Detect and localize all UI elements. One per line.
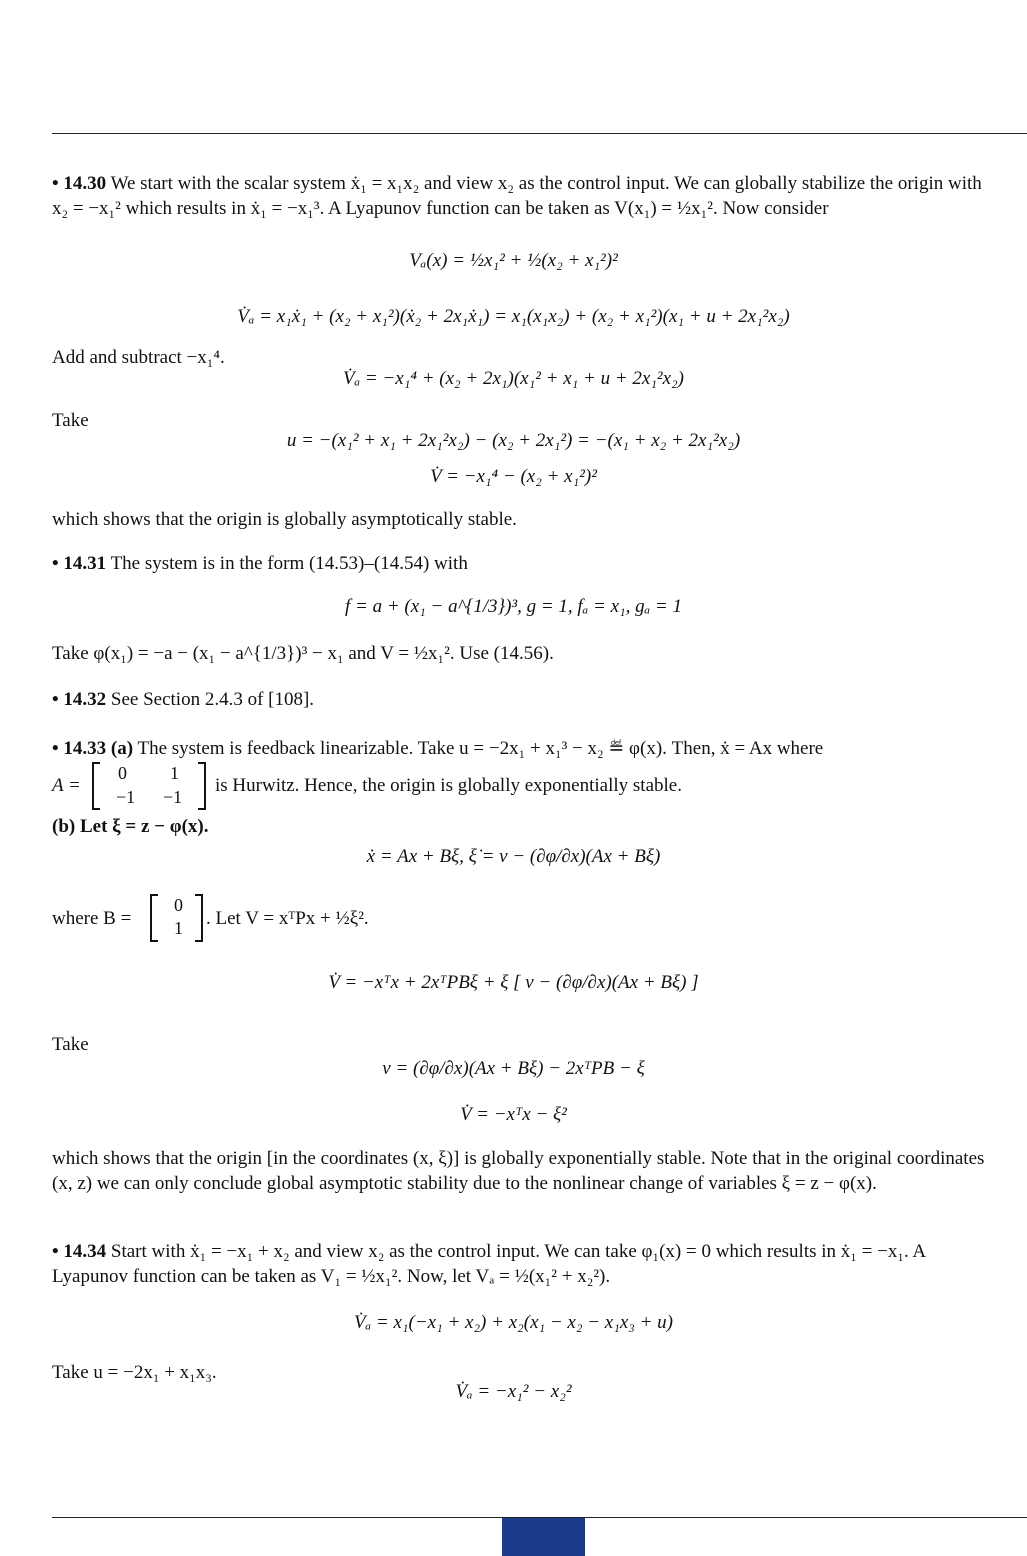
matrix-a-label: A = (52, 775, 81, 796)
problem-14-34-eq2: V̇ₐ = −x₁² − x₂² (455, 1381, 572, 1402)
problem-14-34-take: Take u = −2x₁ + x₁x₃. (52, 1362, 217, 1383)
problem-14-30-addsub: Add and subtract −x₁⁴. (52, 347, 225, 368)
problem-14-33-conclusion: which shows that the origin [in the coordinates (x, ξ)] is globally exponentially stable. Note that in the original coordinates (x, z) we can only conclude global asymptotic stability due to the nonlinear change of variables ξ = z − φ(x). (52, 1148, 985, 1194)
problem-14-33-eq1: ẋ = Ax + Bξ, ξ̇ = v − (∂φ/∂x)(Ax + Bξ) (366, 846, 661, 867)
problem-14-30-conclusion: which shows that the origin is globally asymptotically stable. (52, 509, 517, 530)
problem-14-31-intro: • 14.31 The system is in the form (14.53)–(14.54) with (52, 553, 468, 574)
problem-14-30-eq4: u = −(x₁² + x₁ + 2x₁²x₂) − (x₂ + 2x₁²) = −(x₁ + x₂ + 2x₁²x₂) (286, 430, 741, 451)
let-v-text: . Let V = xᵀPx + ½ξ². (206, 908, 369, 929)
problem-14-32: • 14.32 See Section 2.4.3 of [108]. (52, 689, 315, 710)
problem-14-33-eq4: V̇ = −xᵀx − ξ² (460, 1104, 567, 1125)
problem-14-30-take: Take (52, 410, 89, 431)
matrix-a-cell: 0 (118, 763, 127, 783)
problem-14-33-b: (b) Let ξ = z − φ(x). (52, 816, 209, 837)
problem-14-30-eq2: V̇ₐ = x₁ẋ₁ + (x₂ + x₁²)(ẋ₂ + 2x₁ẋ₁) = x₁(x₁x₂) + (x₂ + x₁²)(x₁ + u + 2x₁²x₂) (237, 306, 790, 327)
problem-14-33-eq3: v = (∂φ/∂x)(Ax + Bξ) − 2xᵀPB − ξ (382, 1058, 645, 1079)
matrix-a-cell: −1 (163, 787, 183, 807)
matrix-b-cell: 1 (174, 918, 183, 938)
problem-14-34-intro: • 14.34 Start with ẋ₁ = −x₁ + x₂ and view x₂ as the control input. We can take φ₁(x) = 0 which results in ẋ₁ = −x₁. A Lyapunov function can be taken as V₁ = ½x₁². Now, let Vₐ = ½(x₁² + x₂²). (52, 1241, 926, 1287)
problem-14-33-take: Take (52, 1034, 89, 1055)
problem-14-33-a: • 14.33 (a) The system is feedback linearizable. Take u = −2x₁ + x₁³ − x₂ ≝ φ(x). Then, ẋ = Ax where (52, 738, 824, 759)
problem-14-34-eq1: V̇ₐ = x₁(−x₁ + x₂) + x₂(x₁ − x₂ − x₁x₃ + u) (353, 1312, 674, 1333)
problem-14-33-a-conclusion: is Hurwitz. Hence, the origin is globally exponentially stable. (215, 775, 682, 796)
header-rule (52, 133, 1027, 134)
problem-14-30-intro: • 14.30 We start with the scalar system ẋ₁ = x₁x₂ and view x₂ as the control input. We can globally stabilize the origin with x₂ = −x₁² which results in ẋ₁ = −x₁³. A Lyapunov function can be taken as V(x₁) = ½x₁². Now consider (52, 173, 982, 219)
problem-14-31-take: Take φ(x₁) = −a − (x₁ − a^{1/3})³ − x₁ and V = ½x₁². Use (14.56). (52, 643, 554, 664)
matrix-a-cell: 1 (170, 763, 179, 783)
page-number-box (502, 1518, 585, 1556)
problem-14-30-eq5: V̇ = −x₁⁴ − (x₂ + x₁²)² (430, 466, 597, 487)
matrix-a-cell: −1 (116, 787, 136, 807)
matrix-b-cell: 0 (174, 895, 183, 915)
problem-14-30-eq1: Vₐ(x) = ½x₁² + ½(x₂ + x₁²)² (409, 250, 618, 271)
problem-14-30-eq3: V̇ₐ = −x₁⁴ + (x₂ + 2x₁)(x₁² + x₁ + u + 2x₁²x₂) (343, 368, 684, 389)
where-b-label: where B = (52, 908, 132, 929)
problem-14-33-eq2: V̇ = −xᵀx + 2xᵀPBξ + ξ [ v − (∂φ/∂x)(Ax + Bξ) ] (328, 972, 699, 993)
problem-14-31-eq1: f = a + (x₁ − a^{1/3})³, g = 1, fₐ = x₁, gₐ = 1 (344, 596, 683, 617)
